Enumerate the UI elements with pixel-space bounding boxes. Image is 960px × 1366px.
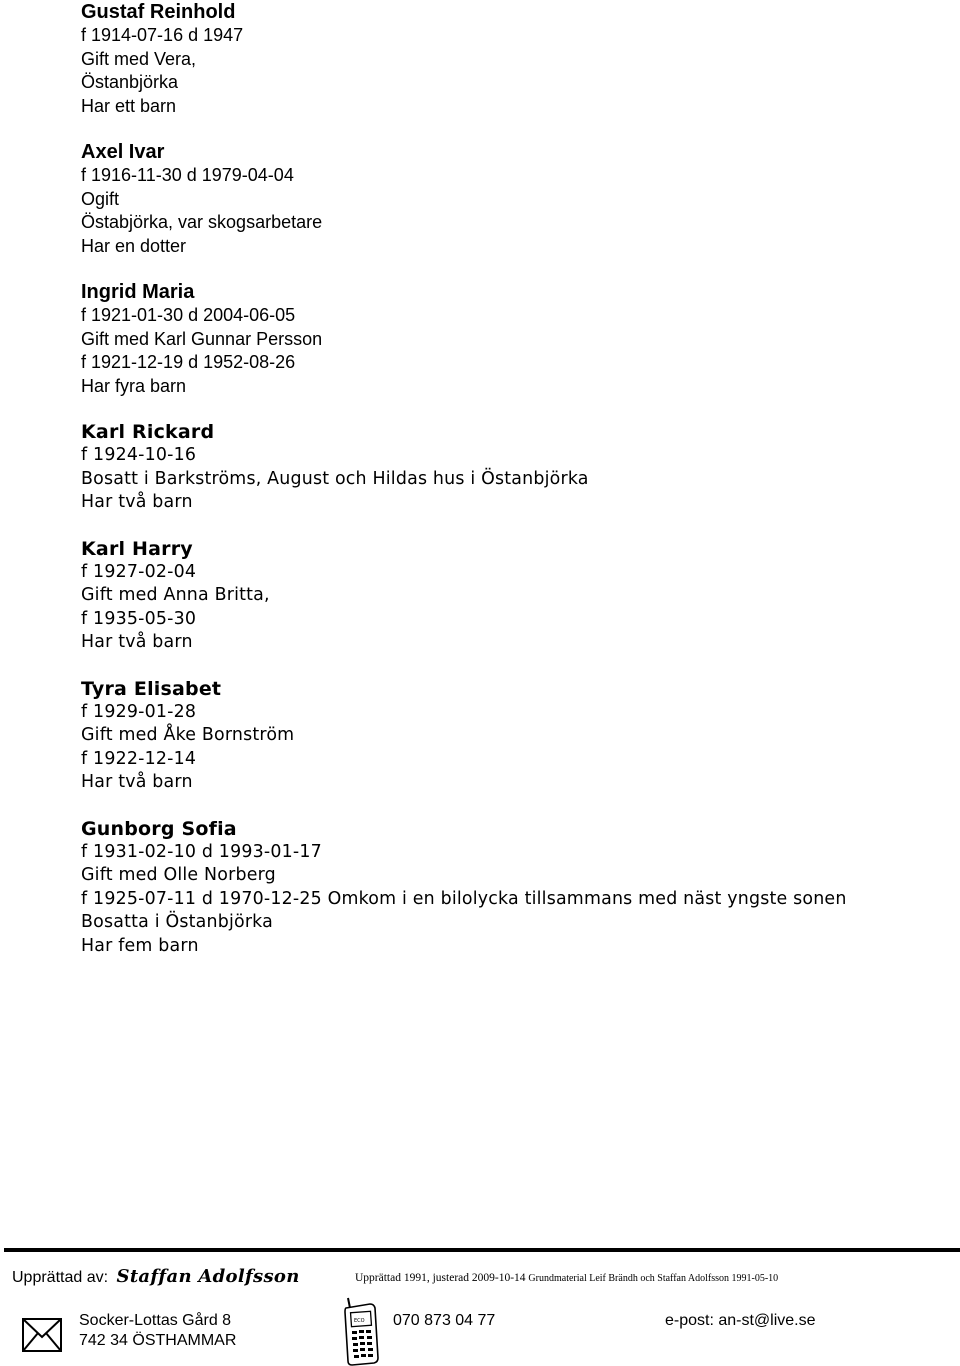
created-by — [12, 1266, 300, 1287]
person-detail: Ogift — [81, 188, 120, 209]
envelope-icon — [22, 1318, 62, 1352]
person-detail: Har fyra barn — [81, 375, 187, 396]
person-detail: Har en dotter — [81, 235, 187, 256]
person-name: Ingrid Maria — [81, 281, 195, 303]
person-entry — [81, 420, 951, 515]
person-name: Gunborg Sofia — [81, 817, 237, 840]
person-detail: Östanbjörka — [81, 72, 179, 92]
revision-note — [355, 1272, 778, 1284]
person-detail: f 1925-07-11 d 1970-12-25 Omkom i en bilolycka tillsammans med näst yngste sonen — [81, 888, 847, 909]
person-detail: Bosatt i Barkströms, August och Hildas hus i Östanbjörka — [81, 468, 589, 489]
person-detail: f 1927-02-04 — [81, 561, 197, 582]
author-signature: Staffan Adolfsson — [116, 1266, 300, 1287]
person-detail: Bosatta i Östanbjörka — [81, 912, 273, 932]
person-entry — [81, 677, 951, 795]
person-detail: f 1921-12-19 d 1952-08-26 — [81, 352, 296, 372]
mobile-phone-icon — [340, 1296, 382, 1366]
person-detail: f 1914-07-16 d 1947 — [81, 25, 244, 45]
person-entry — [81, 0, 951, 118]
person-detail: Gift med Olle Norberg — [81, 865, 276, 885]
genealogy-list — [81, 0, 951, 980]
person-entry — [81, 537, 951, 655]
person-detail: f 1916-11-30 d 1979-04-04 — [81, 165, 294, 185]
person-detail: f 1922-12-14 — [81, 748, 197, 769]
phone-number: 070 873 04 77 — [393, 1312, 496, 1329]
person-detail: Gift med Åke Bornström — [81, 725, 295, 745]
created-by-label: Upprättad av: — [12, 1269, 109, 1286]
revision-note-main: Upprättad 1991, justerad 2009-10-14 — [355, 1272, 526, 1284]
postal-address — [79, 1311, 236, 1351]
person-entry — [81, 280, 951, 398]
person-name: Tyra Elisabet — [81, 677, 222, 700]
footer-divider — [4, 1248, 960, 1252]
person-detail: f 1931-02-10 d 1993-01-17 — [81, 841, 322, 862]
address-street: Socker-Lottas Gård 8 — [79, 1312, 232, 1329]
person-name: Karl Harry — [81, 537, 193, 560]
person-detail: Har fem barn — [81, 935, 199, 956]
person-detail: Gift med Vera, — [81, 48, 197, 69]
person-detail: Östabjörka, var skogsarbetare — [81, 212, 323, 232]
person-detail: Gift med Anna Britta, — [81, 585, 270, 605]
person-detail: f 1921-01-30 d 2004-06-05 — [81, 305, 296, 325]
email-address: e-post: an-st@live.se — [665, 1312, 816, 1329]
person-name: Karl Rickard — [81, 421, 215, 443]
person-entry — [81, 140, 951, 258]
person-detail: f 1924-10-16 — [81, 445, 197, 465]
person-detail: Gift med Karl Gunnar Persson — [81, 328, 323, 349]
person-name: Gustaf Reinhold — [81, 1, 236, 23]
person-detail: Har två barn — [81, 492, 193, 512]
person-entry — [81, 817, 951, 959]
person-detail: Har två barn — [81, 632, 193, 652]
person-detail: f 1935-05-30 — [81, 608, 197, 629]
person-detail: Har ett barn — [81, 95, 177, 116]
address-city: 742 34 ÖSTHAMMAR — [79, 1332, 237, 1349]
person-detail: Har två barn — [81, 772, 193, 792]
person-detail: f 1929-01-28 — [81, 701, 197, 722]
person-name: Axel Ivar — [81, 141, 165, 163]
svg-text:ECO: ECO — [354, 1318, 365, 1324]
revision-note-source: Grundmaterial Leif Brändh och Staffan Adolfsson 1991-05-10 — [528, 1273, 779, 1284]
